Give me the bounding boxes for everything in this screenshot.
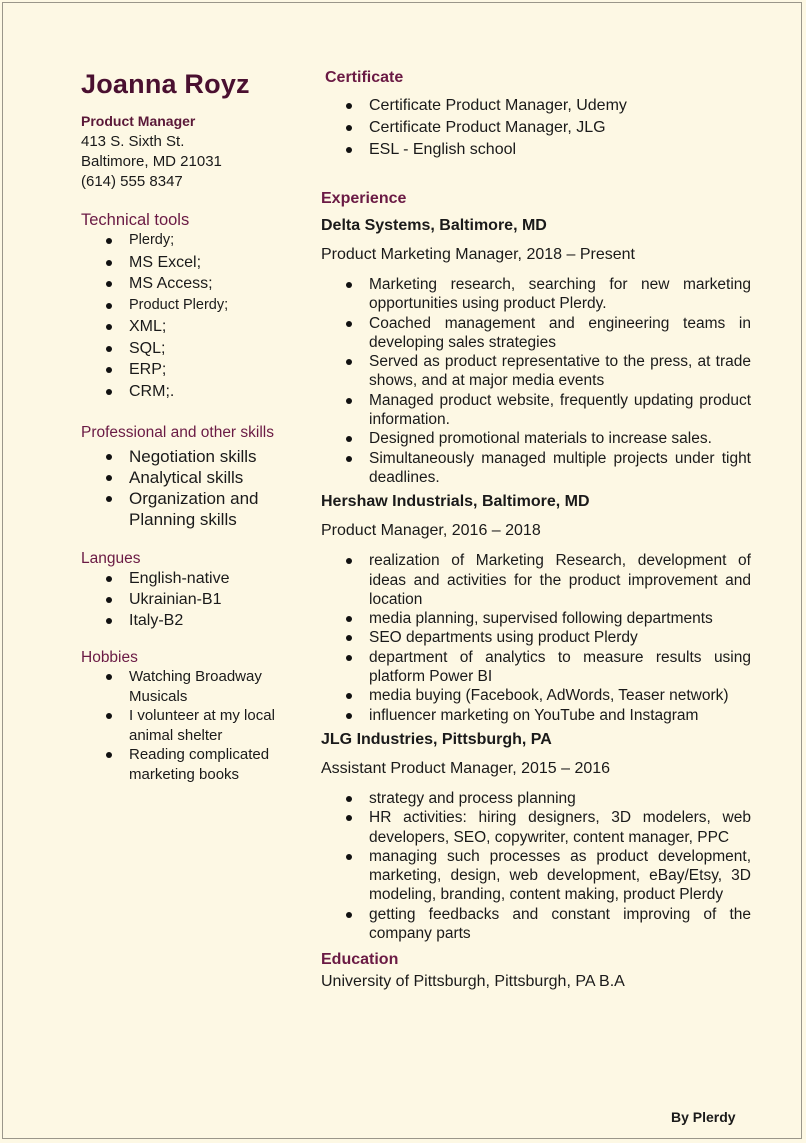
certificate-heading: Certificate [325, 69, 404, 86]
job-company: Delta Systems, Baltimore, MD [321, 217, 547, 234]
list-item: Served as product representative to the press, at trade shows, and at major media events [321, 352, 751, 391]
education-heading: Education [321, 951, 399, 969]
list-item: MS Excel; [81, 252, 311, 274]
list-item: I volunteer at my local animal shelter [81, 706, 296, 745]
list-item: CRM;. [81, 381, 311, 403]
list-item: Coached management and engineering teams in developing sales strategies [321, 314, 751, 353]
list-item: Designed promotional materials to increase sales. [321, 429, 751, 448]
job-role: Assistant Product Manager, 2015 – 2016 [321, 759, 611, 777]
hobbies-list [81, 667, 296, 784]
list-item: Certificate Product Manager, Udemy [321, 95, 751, 117]
education-text: University of Pittsburgh, Pittsburgh, PA B.A [321, 973, 625, 991]
list-item: Ukrainian-B1 [81, 589, 311, 610]
list-item: Negotiation skills [81, 446, 311, 467]
job-bullets [321, 789, 751, 943]
list-item: strategy and process planning [321, 789, 751, 808]
technical-tools-heading: Technical tools [81, 211, 190, 229]
list-item: SEO departments using product Plerdy [321, 628, 751, 647]
skills-list [81, 446, 311, 530]
list-item: media buying (Facebook, AdWords, Teaser network) [321, 686, 751, 705]
list-item: Reading complicated marketing books [81, 745, 296, 784]
hobbies-heading: Hobbies [81, 649, 138, 666]
left-column [81, 69, 311, 784]
languages-heading: Langues [81, 550, 141, 567]
list-item: Simultaneously managed multiple projects under tight deadlines. [321, 449, 751, 488]
skills-heading: Professional and other skills [81, 424, 274, 441]
list-item: MS Access; [81, 273, 311, 295]
list-item: XML; [81, 316, 311, 338]
technical-tools-list [81, 230, 311, 402]
list-item: department of analytics to measure results using platform Power BI [321, 648, 751, 687]
list-item: English-native [81, 568, 311, 589]
languages-list [81, 568, 311, 631]
job-bullets [321, 551, 751, 725]
job-company: JLG Industries, Pittsburgh, PA [321, 730, 552, 748]
list-item: ESL - English school [321, 139, 751, 161]
list-item: HR activities: hiring designers, 3D modelers, web developers, SEO, copywriter, content manager, PPC [321, 808, 751, 847]
job-role: Product Manager, 2016 – 2018 [321, 522, 541, 540]
list-item: Watching Broadway Musicals [81, 667, 296, 706]
job-company: Hershaw Industrials, Baltimore, MD [321, 493, 590, 511]
footer-credit: By Plerdy [671, 1109, 736, 1125]
list-item: Organization and Planning skills [81, 488, 311, 530]
list-item: media planning, supervised following departments [321, 609, 751, 628]
list-item: ERP; [81, 359, 311, 381]
job-role: Product Marketing Manager, 2018 – Present [321, 246, 635, 263]
resume-page [2, 2, 802, 1139]
contact-address-line1: 413 S. Sixth St. [81, 133, 185, 150]
list-item: getting feedbacks and constant improving of the company parts [321, 905, 751, 944]
list-item: managing such processes as product development, marketing, design, web development, eBay/Etsy, 3D modeling, branding, content making, product Plerdy [321, 847, 751, 905]
candidate-name: Joanna Royz [81, 69, 250, 99]
right-column [321, 69, 751, 991]
job-title: Product Manager [81, 113, 196, 129]
list-item: Analytical skills [81, 467, 311, 488]
contact-phone: (614) 555 8347 [81, 173, 183, 190]
certificate-list [321, 95, 751, 161]
list-item: realization of Marketing Research, development of ideas and activities for the product improvement and location [321, 551, 751, 609]
list-item: SQL; [81, 338, 311, 360]
list-item: influencer marketing on YouTube and Instagram [321, 706, 751, 725]
list-item: Italy-B2 [81, 610, 311, 631]
experience-heading: Experience [321, 190, 407, 207]
list-item: Managed product website, frequently updating product information. [321, 391, 751, 430]
list-item: Product Plerdy; [81, 295, 311, 317]
contact-address-line2: Baltimore, MD 21031 [81, 153, 222, 170]
list-item: Marketing research, searching for new marketing opportunities using product Plerdy. [321, 275, 751, 314]
list-item: Plerdy; [81, 230, 311, 252]
list-item: Certificate Product Manager, JLG [321, 117, 751, 139]
job-bullets [321, 275, 751, 487]
